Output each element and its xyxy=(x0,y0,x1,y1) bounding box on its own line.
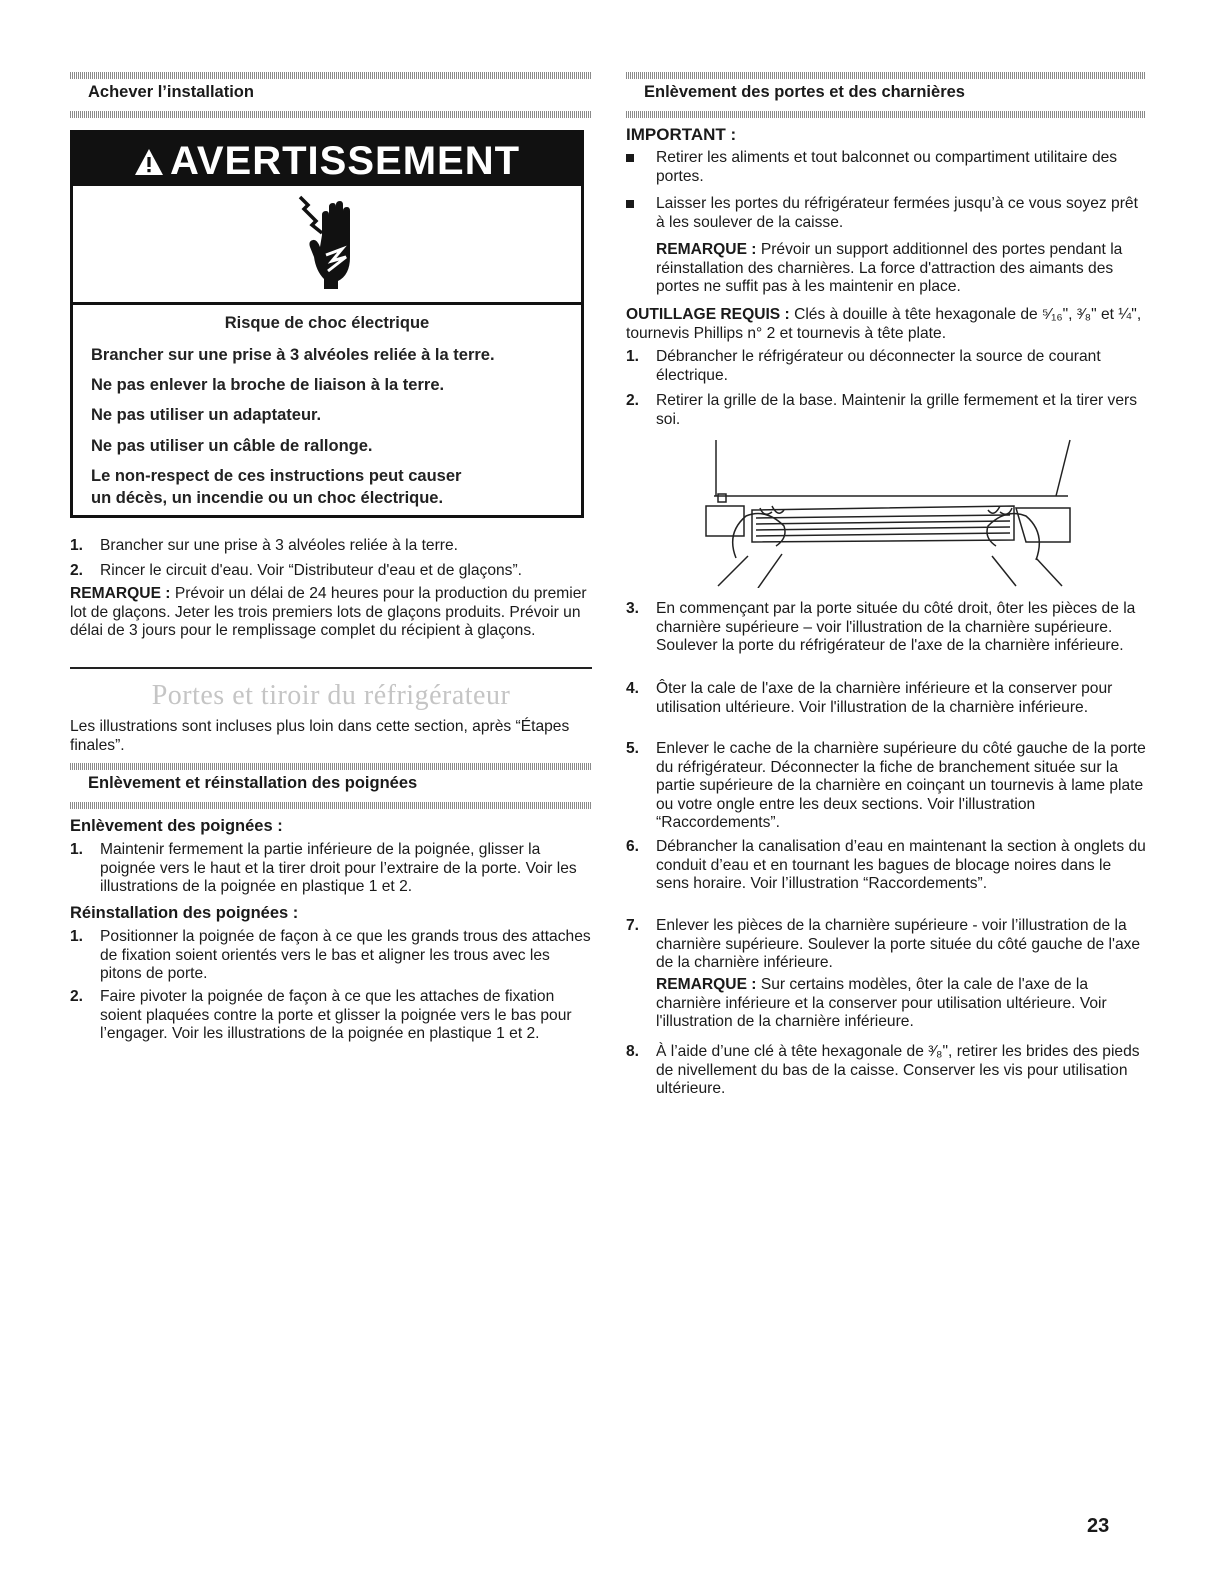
warning-divider xyxy=(73,302,581,305)
list-item: 2. Retirer la grille de la base. Maintenir la grille fermement et la tirer vers soi. xyxy=(626,392,1137,428)
remark-paragraph: REMARQUE : Prévoir un délai de 24 heures pour la production du premier lot de glaçons. Jeter les trois premiers lots de glaçons produits. Prévoir un délai de 3 jours pour le remplissage complet du récipient à glaçons. xyxy=(70,585,587,639)
section-header-doors xyxy=(626,72,1146,118)
subheading: Enlèvement des poignées : xyxy=(70,817,283,835)
warning-line: Ne pas utiliser un adaptateur. xyxy=(91,406,322,424)
list-item: 1. Brancher sur une prise à 3 alvéoles reliée à la terre. xyxy=(70,537,458,554)
list-item: 4. Ôter la cale de l'axe de la charnière inférieure et la conserver pour utilisation ultérieure. Voir l'illustration de la charnière inférieure. xyxy=(626,680,1113,716)
list-item: 5. Enlever le cache de la charnière supérieure du côté gauche de la porte du réfrigérateur. Déconnecter la fiche de branchement située sur la partie supérieure de la charnière en coinçant un tournevis à lame plate ou votre ongle entre les deux sections. Voir l'illustration “Raccordements”. xyxy=(626,740,1146,831)
section-header-title: Achever l’installation xyxy=(88,83,254,101)
subheading: Réinstallation des poignées : xyxy=(70,904,299,922)
page-number: 23 xyxy=(1087,1515,1110,1537)
section-header-installation xyxy=(70,72,592,118)
base-grille-removal-illustration xyxy=(696,438,1076,593)
intro-paragraph: Les illustrations sont incluses plus loin dans cette section, après “Étapes finales”. xyxy=(70,718,570,754)
list-item: 7. Enlever les pièces de la charnière supérieure - voir l’illustration de la charnière supérieure. Soulever la porte située du côté gauche de l'axe de la charnière inférieure. xyxy=(626,917,1141,971)
list-item: 8. À l’aide d’une clé à tête hexagonale de ³⁄₈", retirer les brides des pieds de nivellement du bas de la caisse. Conserver les vis pour utilisation ultérieure. xyxy=(626,1043,1140,1097)
list-item: 2. Rincer le circuit d'eau. Voir “Distributeur d'eau et de glaçons”. xyxy=(70,562,522,579)
electric-shock-hand-icon xyxy=(298,195,364,296)
bullet-square-icon xyxy=(626,200,634,208)
warning-line: Le non-respect de ces instructions peut causer xyxy=(91,467,462,485)
warning-line: Ne pas enlever la broche de liaison à la terre. xyxy=(91,376,445,394)
warning-line-risk: Risque de choc électrique xyxy=(224,314,430,332)
remark-paragraph: REMARQUE : Prévoir un support additionnel des portes pendant la réinstallation des charnières. La force d'attraction des aimants des portes ne suffit pas à les maintenir en place. xyxy=(656,241,1123,295)
warning-title: AVERTISSEMENT xyxy=(169,139,521,183)
list-item: 1. Positionner la poignée de façon à ce que les grands trous des attaches de fixation soient orientés vers le bas et aligner les trous avec les pitons de porte. xyxy=(70,928,591,982)
list-item: 1. Maintenir fermement la partie inférieure de la poignée, glisser la poignée vers le haut et la tirer droit pour l’extraire de la porte. Voir les illustrations de la poignée en plastique 1 et 2. xyxy=(70,841,577,895)
warning-triangle-icon xyxy=(134,133,164,189)
remark-paragraph: REMARQUE : Sur certains modèles, ôter la cale de l'axe de la charnière inférieure et la conserver pour utilisation ultérieure. Voir l'illustration de la charnière inférieure. xyxy=(656,976,1107,1030)
bullet-square-icon xyxy=(626,154,634,162)
warning-line: un décès, un incendie ou un choc électrique. xyxy=(91,489,444,507)
section-header-handles xyxy=(70,763,592,809)
list-item: 6. Débrancher la canalisation d’eau en maintenant la section à onglets du conduit d’eau et en tournant les bagues de blocage noires dans le sens horaire. Voir l’illustration “Raccordements”. xyxy=(626,838,1146,892)
list-item: 3. En commençant par la porte située du côté droit, ôter les pièces de la charnière supérieure – voir l'illustration de la charnière supérieure. Soulever la porte du réfrigérateur de l'axe de la charnière inférieure. xyxy=(626,600,1136,654)
bullet-item: Laisser les portes du réfrigérateur fermées jusqu’à ce vous soyez prêt à les soulever de la caisse. xyxy=(626,195,1146,232)
divider xyxy=(70,667,592,669)
bullet-item: Retirer les aliments et tout balconnet ou compartiment utilitaire des portes. xyxy=(626,149,1146,186)
tools-paragraph: OUTILLAGE REQUIS : Clés à douille à tête hexagonale de ⁵⁄₁₆", ³⁄₈" et ¼", tournevis Phillips n° 2 et tournevis à tête plate. xyxy=(626,306,1142,342)
list-item: 1. Débrancher le réfrigérateur ou déconnecter la source de courant électrique. xyxy=(626,348,1101,384)
warning-title-bar xyxy=(73,133,581,186)
section-header-title: Enlèvement des portes et des charnières xyxy=(644,83,965,101)
warning-line: Brancher sur une prise à 3 alvéoles reliée à la terre. xyxy=(91,346,495,364)
important-label: IMPORTANT : xyxy=(626,125,737,144)
warning-box xyxy=(70,130,584,518)
list-item: 2. Faire pivoter la poignée de façon à ce que les attaches de fixation soient plaquées contre la porte et glisser la poignée vers le bas pour l’engager. Voir les illustrations de la poignée en plastique 1 et 2. xyxy=(70,988,572,1042)
warning-line: Ne pas utiliser un câble de rallonge. xyxy=(91,437,373,455)
section-title: Portes et tiroir du réfrigérateur xyxy=(151,680,511,711)
section-header-title: Enlèvement et réinstallation des poignées xyxy=(88,774,418,792)
